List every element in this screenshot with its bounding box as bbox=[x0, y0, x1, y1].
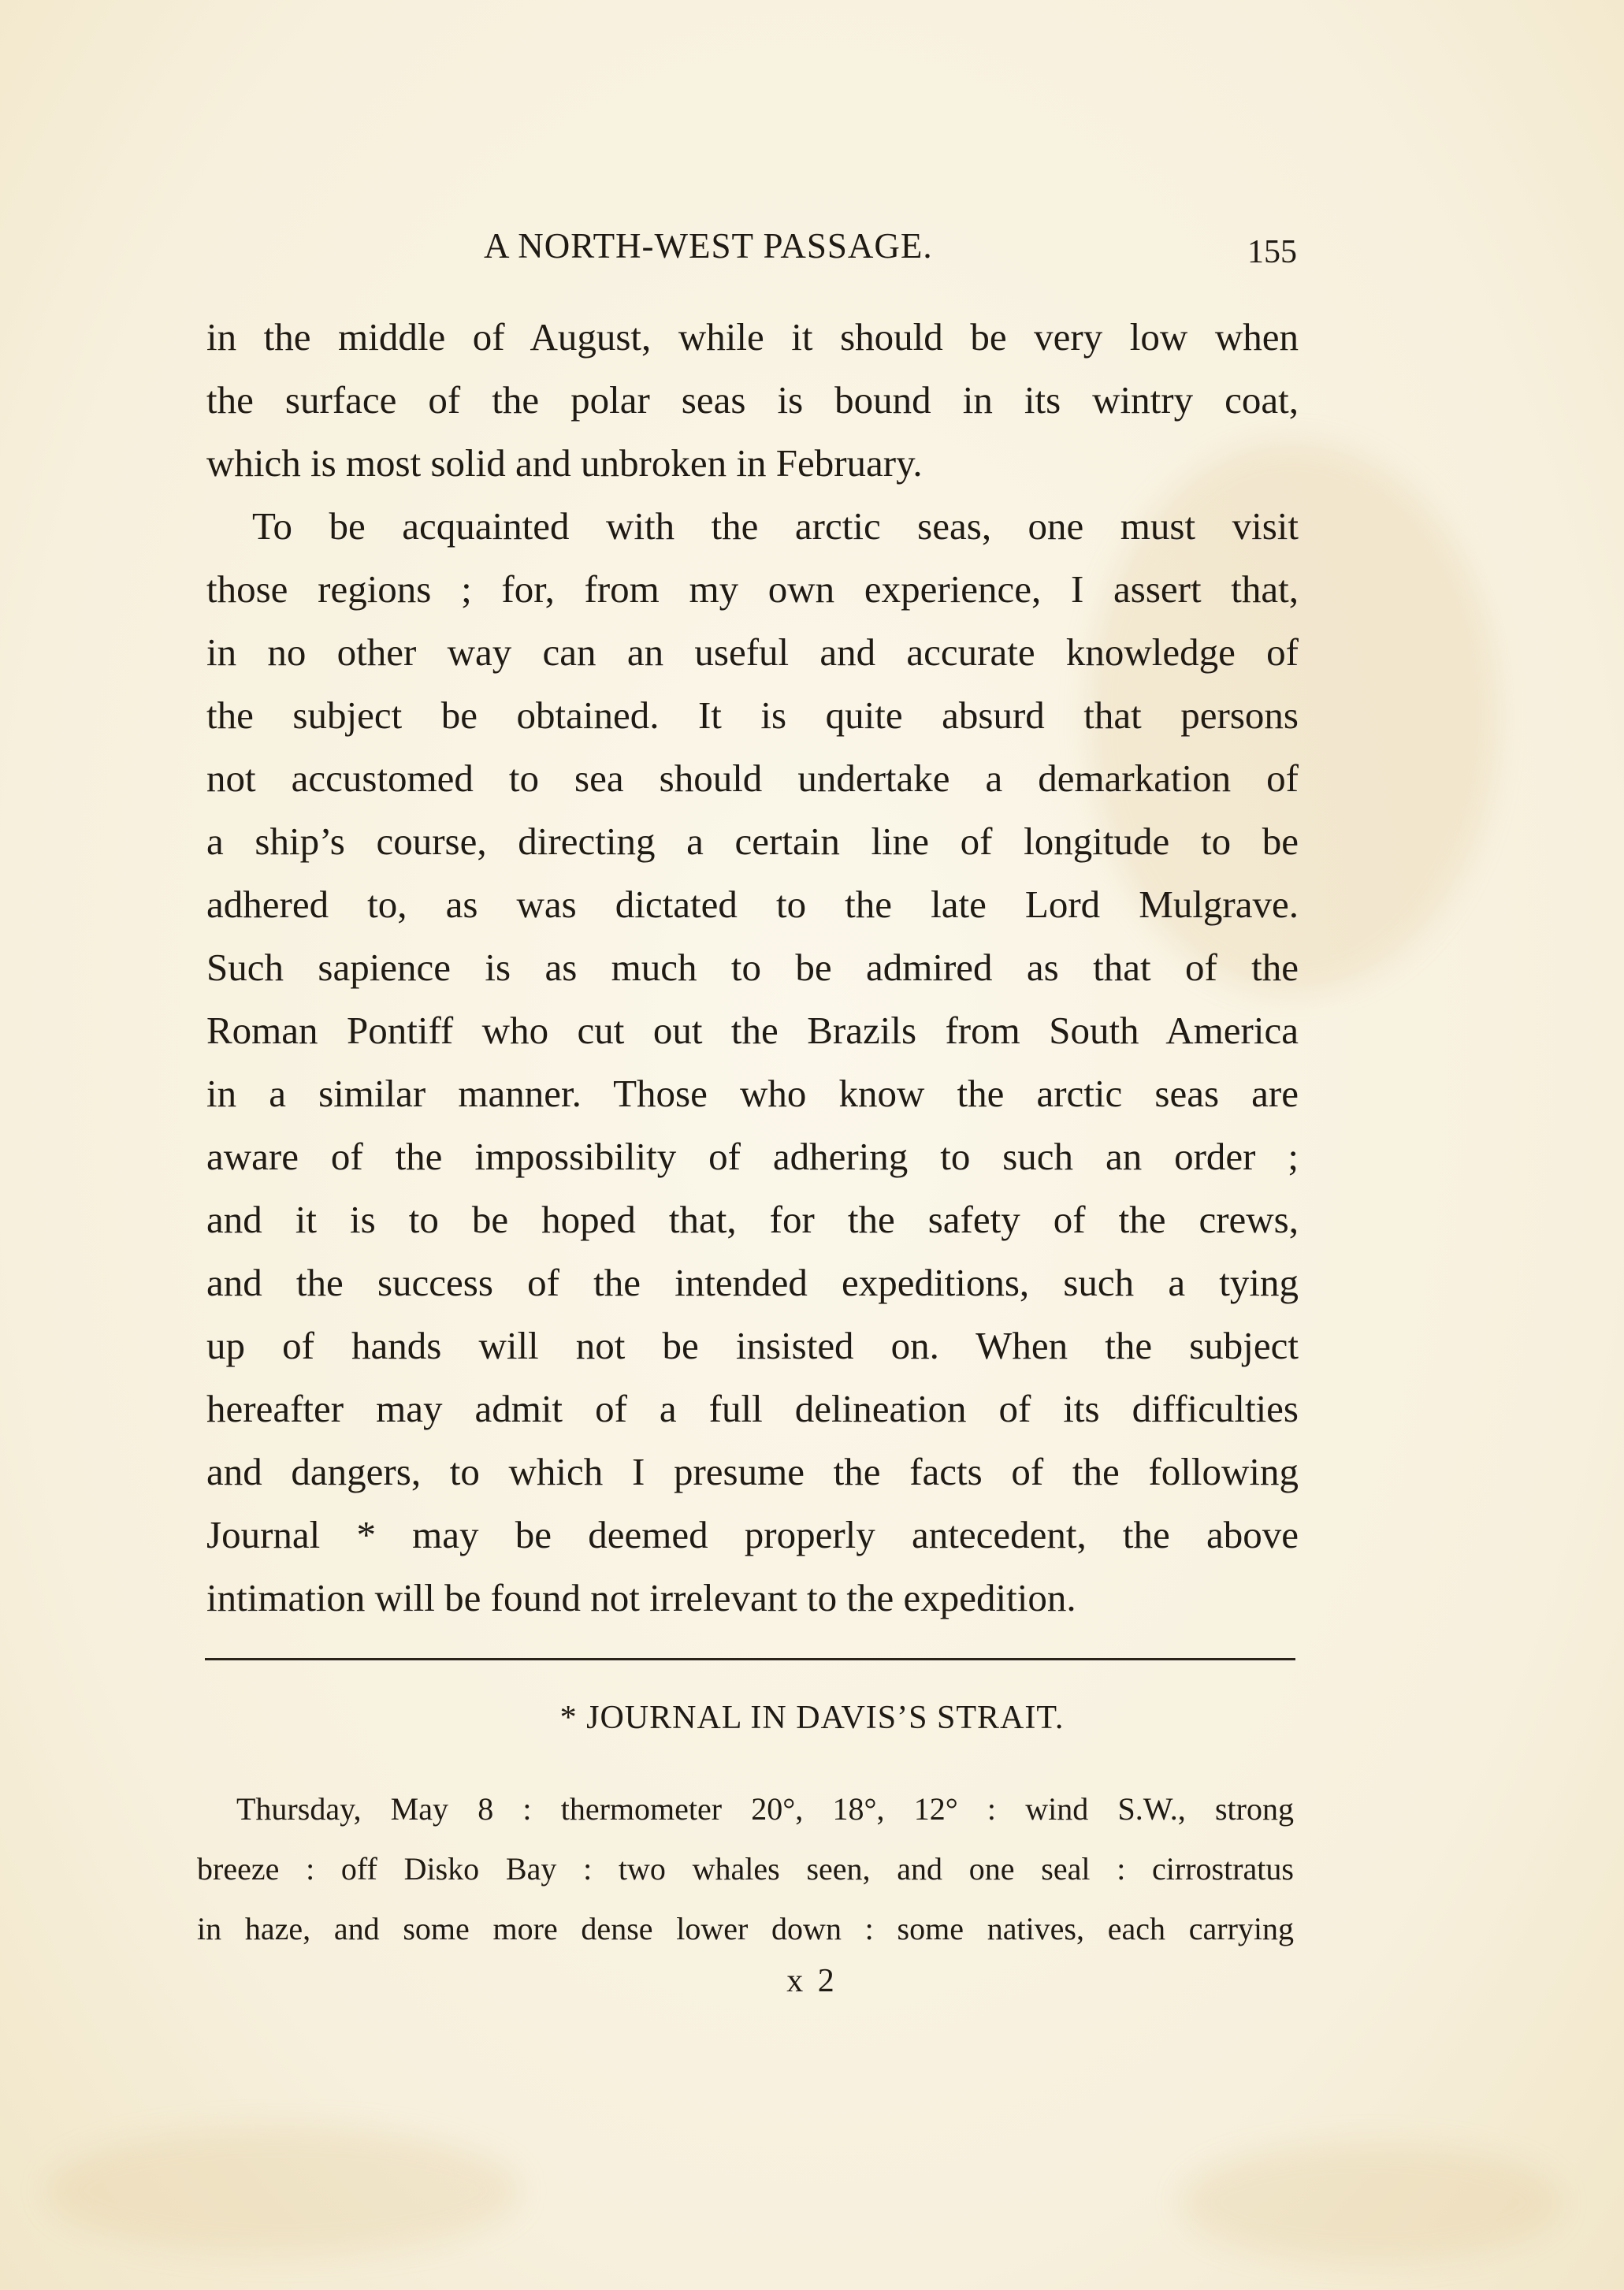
body-line: To be acquainted with the arctic seas, one must visit bbox=[252, 504, 1299, 548]
page-header bbox=[0, 225, 1624, 273]
body-line: the subject be obtained. It is quite absurd that persons bbox=[206, 693, 1299, 737]
body-line: Journal * may be deemed properly antecedent, the above bbox=[206, 1513, 1299, 1556]
body-line: in no other way can an useful and accurate knowledge of bbox=[206, 630, 1299, 674]
body-line: hereafter may admit of a full delineation of its difficulties bbox=[206, 1387, 1299, 1430]
body-line: aware of the impossibility of adhering to such an order ; bbox=[206, 1135, 1299, 1178]
body-line: and it is to be hoped that, for the safety of the crews, bbox=[206, 1198, 1299, 1241]
body-line: Roman Pontiff who cut out the Brazils from South America bbox=[206, 1009, 1299, 1052]
body-line: intimation will be found not irrelevant to the expedition. bbox=[206, 1576, 1076, 1619]
footnote-line: breeze : off Disko Bay : two whales seen, and one seal : cirrostratus bbox=[197, 1851, 1294, 1887]
footnote-line: Thursday, May 8 : thermometer 20°, 18°, 12° : wind S.W., strong bbox=[236, 1791, 1294, 1827]
body-line: which is most solid and unbroken in February. bbox=[206, 441, 923, 485]
body-line: up of hands will not be insisted on. When the subject bbox=[206, 1324, 1299, 1367]
body-line: Such sapience is as much to be admired as that of the bbox=[206, 946, 1299, 989]
body-line: the surface of the polar seas is bound in its wintry coat, bbox=[206, 378, 1299, 422]
paper-stain bbox=[47, 2128, 520, 2254]
body-line: adhered to, as was dictated to the late Lord Mulgrave. bbox=[206, 883, 1299, 926]
body-line: in the middle of August, while it should be very low when bbox=[206, 315, 1299, 359]
body-line: and the success of the intended expeditions, such a tying bbox=[206, 1261, 1299, 1304]
body-line: and dangers, to which I presume the facts of the following bbox=[206, 1450, 1299, 1493]
body-line: a ship’s course, directing a certain line of longitude to be bbox=[206, 820, 1299, 863]
body-line: not accustomed to sea should undertake a demarkation of bbox=[206, 757, 1299, 800]
body-line: those regions ; for, from my own experience, I assert that, bbox=[206, 567, 1299, 611]
footnote-line: in haze, and some more dense lower down : some natives, each carrying bbox=[197, 1911, 1294, 1946]
footnote-rule bbox=[205, 1658, 1295, 1660]
page-number: 155 bbox=[1247, 234, 1297, 270]
footnote-text bbox=[197, 1779, 1294, 1959]
footnote-heading: * JOURNAL IN DAVIS’S STRAIT. bbox=[559, 1700, 1065, 1736]
running-title: A NORTH-WEST PASSAGE. bbox=[484, 226, 933, 266]
signature-mark: x 2 bbox=[786, 1963, 838, 1999]
body-line: in a similar manner. Those who know the arctic seas are bbox=[206, 1072, 1299, 1115]
body-text bbox=[206, 306, 1299, 1630]
paper-stain bbox=[1182, 2143, 1560, 2262]
